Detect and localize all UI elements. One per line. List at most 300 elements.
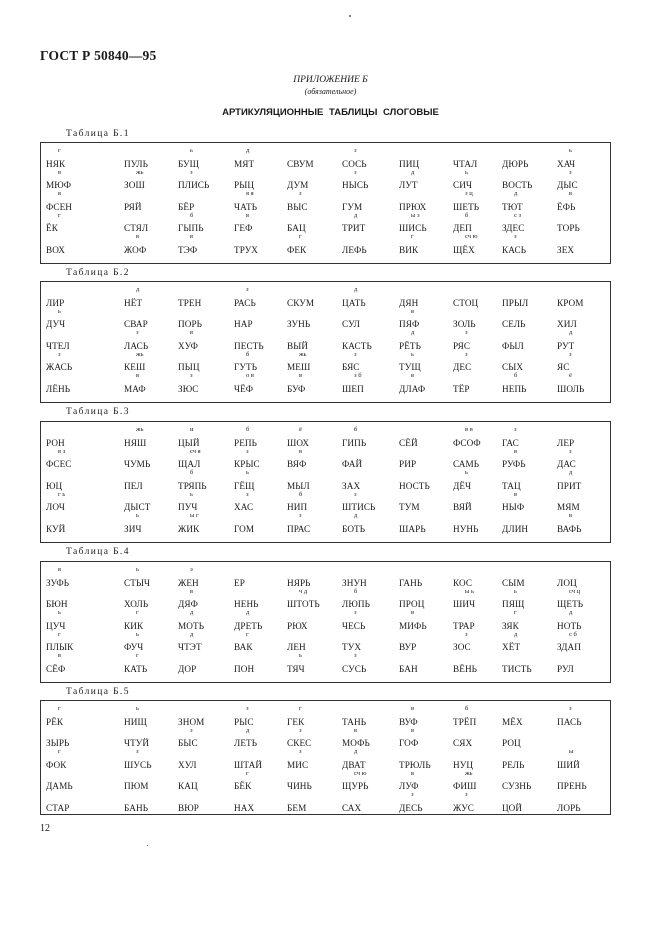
syllable-text: КРОМ (557, 297, 584, 308)
syllable-cell (557, 471, 617, 493)
syllable-text: МЫЛ (287, 480, 310, 491)
syllable-text: ПРАС (287, 523, 311, 534)
syllable-cell (178, 447, 238, 472)
syllable-text: МОТЬ (178, 620, 205, 631)
table-row (41, 149, 610, 171)
syllable-text: МИС (287, 759, 309, 770)
syllable-text: ЗЫРЬ (46, 738, 70, 749)
syllable-text: ХУЛ (178, 759, 197, 770)
syllable-text: ВЫС (287, 201, 308, 212)
syllable-text: ЗАХ (342, 480, 361, 491)
syllable-cell (287, 654, 347, 676)
syllable-text: ЧЁФ (234, 383, 254, 394)
pronunciation-mark: жь (299, 350, 307, 358)
syllable-cell (399, 428, 459, 450)
pronunciation-mark: з (569, 447, 572, 455)
syllable-cell (399, 450, 459, 472)
syllable-text: КУЙ (46, 523, 66, 534)
syllable-text: СТОЦ (453, 297, 479, 308)
syllable-text: НЕНЬ (234, 599, 259, 610)
syllable-text: ЛОЦ (557, 577, 577, 588)
syllable-cell (557, 493, 617, 515)
syllable-cell (557, 374, 617, 396)
syllable-cell (557, 310, 617, 332)
pronunciation-mark: з (299, 190, 302, 198)
syllable-cell (502, 654, 562, 676)
syllable-text: ПЯФ (399, 319, 420, 330)
syllable-cell (46, 211, 106, 236)
syllable-text: МАФ (124, 383, 146, 394)
syllable-cell (124, 514, 184, 536)
syllable-text: КЕШ (124, 362, 146, 373)
appendix-title: ПРИЛОЖЕНИЕ Б (293, 75, 368, 85)
syllable-cell (234, 331, 294, 353)
syllable-text: ГЁЩ (234, 480, 255, 491)
syllable-text: ФУЧ (124, 642, 144, 653)
syllable-cell (124, 630, 184, 655)
syllable-cell (399, 568, 459, 590)
syllable-text: ЖИК (178, 523, 200, 534)
pronunciation-mark: г (299, 705, 302, 712)
syllable-text: РАСЬ (234, 297, 256, 308)
syllable-text: ДЯН (399, 297, 419, 308)
pronunciation-mark: в (569, 190, 573, 198)
syllable-cell (178, 654, 238, 676)
syllable-cell (287, 514, 347, 536)
table-row (41, 793, 610, 815)
syllable-text: БУФ (287, 383, 306, 394)
syllable-text: БАНЬ (124, 802, 149, 813)
syllable-cell (234, 654, 294, 676)
pronunciation-mark: в (514, 490, 518, 498)
syllable-text: ВИК (399, 244, 419, 255)
syllable-cell (234, 211, 294, 236)
pronunciation-mark: г (58, 748, 61, 756)
syllable-cell (178, 707, 238, 729)
syllable-text: ЖУС (453, 802, 475, 813)
syllable-cell (234, 374, 294, 396)
pronunciation-mark: в з (58, 447, 66, 455)
syllable-cell (342, 490, 402, 515)
syllable-cell (287, 726, 347, 751)
pronunciation-mark: г (299, 233, 302, 241)
syllable-cell (287, 707, 347, 729)
syllable-text: ВЯЙ (453, 502, 472, 513)
syllable-text: КОС (453, 577, 473, 588)
syllable-cell (124, 450, 184, 472)
syllable-text: ЦУЧ (46, 620, 66, 631)
syllable-text: НУНЬ (453, 523, 479, 534)
pronunciation-mark: з (246, 705, 249, 712)
syllable-cell (342, 428, 402, 450)
syllable-cell (46, 149, 106, 171)
syllable-cell (557, 707, 617, 729)
pronunciation-mark: з (569, 350, 572, 358)
pronunciation-mark: б (190, 211, 194, 219)
syllable-cell (46, 590, 106, 612)
pronunciation-mark: ь (465, 469, 468, 477)
table-row (41, 750, 610, 772)
pronunciation-mark: з (136, 329, 139, 337)
syllable-text: ГЕФ (234, 223, 253, 234)
syllable-cell (234, 630, 294, 655)
syllable-text: НЯШ (124, 437, 147, 448)
syllable-cell (342, 350, 402, 375)
syllable-cell (46, 772, 106, 794)
pronunciation-mark: г (411, 233, 414, 241)
syllable-text: РОН (46, 437, 65, 448)
syllable-text: БУЩ (178, 158, 200, 169)
pronunciation-mark: в (411, 307, 415, 315)
syllable-cell (399, 793, 459, 815)
pronunciation-mark: д (190, 630, 194, 638)
pronunciation-mark: з б (354, 372, 362, 380)
syllable-cell (178, 428, 238, 450)
syllable-cell (178, 168, 238, 193)
table-row (41, 611, 610, 633)
syllable-cell (124, 750, 184, 772)
pronunciation-mark: ь (569, 147, 572, 154)
pronunciation-mark: з (136, 748, 139, 756)
syllable-text: СЫМ (502, 577, 525, 588)
syllable-cell (342, 611, 402, 633)
syllable-cell (342, 211, 402, 236)
pronunciation-mark: д (354, 512, 358, 520)
syllable-cell (234, 769, 294, 794)
syllable-cell (557, 729, 617, 751)
syllable-text: ЩАЛ (178, 459, 201, 470)
syllable-cell (124, 471, 184, 493)
syllable-text: ЗОЛЬ (453, 319, 476, 330)
syllable-cell (287, 428, 347, 450)
table-row (41, 707, 610, 729)
syllable-cell (502, 288, 562, 310)
pronunciation-mark: д (354, 286, 358, 293)
syllable-text: ЛОЧ (46, 502, 65, 513)
syllable-text: ДВАТ (342, 759, 366, 770)
syllable-cell (287, 149, 347, 171)
syllable-text: ВЫЙ (287, 340, 309, 351)
pronunciation-mark: ь (58, 609, 61, 617)
syllable-cell (399, 611, 459, 633)
syllable-cell (557, 350, 617, 375)
syllable-cell (178, 490, 238, 515)
syllable-cell (234, 611, 294, 633)
syllable-cell (287, 350, 347, 375)
syllable-cell (46, 630, 106, 655)
syllable-text: ШАРЬ (399, 523, 426, 534)
syllable-cell (399, 149, 459, 171)
pronunciation-mark: г (246, 769, 249, 777)
syllable-cell (124, 493, 184, 515)
syllable-text: ХАЧ (557, 158, 576, 169)
syllable-cell (557, 214, 617, 236)
table-row (41, 447, 610, 472)
syllable-table (40, 142, 611, 264)
syllable-text: ДЮРЬ (502, 158, 529, 169)
syllable-text: ЖЕН (178, 577, 199, 588)
syllable-text: БЫС (178, 738, 198, 749)
table-row (41, 168, 610, 193)
pronunciation-mark: в (514, 447, 518, 455)
syllable-text: СУЗНЬ (502, 781, 532, 792)
syllable-text: ВЮР (178, 802, 199, 813)
syllable-text: ШТАЙ (234, 759, 263, 770)
syllable-cell (502, 587, 562, 612)
pronunciation-mark: д (514, 630, 518, 638)
syllable-text: ЦЫЙ (178, 437, 200, 448)
syllable-text: СЯХ (453, 738, 473, 749)
syllable-text: РЯЙ (124, 201, 142, 212)
syllable-text: НЕПЬ (502, 383, 527, 394)
syllable-cell (287, 447, 347, 472)
syllable-text: НЯК (46, 158, 66, 169)
syllable-cell (287, 192, 347, 214)
pronunciation-mark: ь (299, 652, 302, 660)
table-caption: Таблица Б.3 (66, 407, 130, 417)
syllable-cell (178, 568, 238, 590)
syllable-cell (124, 793, 184, 815)
syllable-text: ДАС (557, 459, 576, 470)
syllable-text: ЩУРЬ (342, 781, 369, 792)
pronunciation-mark: з (354, 350, 357, 358)
syllable-cell (124, 568, 184, 590)
syllable-cell (234, 288, 294, 310)
pronunciation-mark: ь (136, 705, 139, 712)
pronunciation-mark: з (465, 630, 468, 638)
table-row (41, 350, 610, 375)
syllable-text: ГЕК (287, 716, 305, 727)
syllable-text: ДЁЧ (453, 480, 472, 491)
syllable-cell (124, 707, 184, 729)
syllable-text: ДОР (178, 663, 197, 674)
pronunciation-mark: с б (569, 630, 577, 638)
pronunciation-mark: о в (246, 372, 254, 380)
pronunciation-mark: д (569, 469, 573, 477)
syllable-text: РУФЬ (502, 459, 526, 470)
syllable-text: КАЦ (178, 781, 198, 792)
syllable-text: РУЛ (557, 663, 574, 674)
syllable-text: РЫС (234, 716, 254, 727)
pronunciation-mark: г (58, 630, 61, 638)
syllable-cell (287, 587, 347, 612)
syllable-cell (342, 726, 402, 751)
syllable-text: ГОМ (234, 523, 255, 534)
pronunciation-mark: з (465, 329, 468, 337)
pronunciation-mark: з (569, 705, 572, 712)
pronunciation-mark: ё (299, 426, 302, 433)
syllable-text: СЫХ (502, 362, 524, 373)
syllable-cell (178, 611, 238, 633)
pronunciation-mark: г (136, 609, 139, 617)
syllable-text: ТРЁП (453, 716, 477, 727)
syllable-cell (399, 192, 459, 214)
syllable-text: ШОЛЬ (557, 383, 585, 394)
syllable-cell (46, 235, 106, 257)
syllable-text: ДЛАФ (399, 383, 426, 394)
syllable-text: ДРЕТЬ (234, 620, 263, 631)
syllable-cell (46, 374, 106, 396)
syllable-text: ЛАСЬ (124, 340, 149, 351)
table-row (41, 288, 610, 310)
syllable-cell (557, 654, 617, 676)
pronunciation-mark: з (299, 748, 302, 756)
syllable-text: МИФЬ (399, 620, 427, 631)
syllable-text: РЕПЬ (234, 437, 258, 448)
syllable-text: БЕМ (287, 802, 307, 813)
pronunciation-mark: з (514, 233, 517, 241)
syllable-text: МЯМ (557, 502, 580, 513)
pronunciation-mark: ы г (190, 512, 199, 520)
syllable-text: ФОК (46, 759, 67, 770)
syllable-text: ТЭФ (178, 244, 198, 255)
syllable-text: ЧТУЙ (124, 738, 150, 749)
pronunciation-mark: жь (136, 350, 144, 358)
syllable-text: СЁФ (46, 663, 66, 674)
pronunciation-mark: г (58, 147, 61, 154)
pronunciation-mark: з (514, 426, 517, 433)
syllable-text: ЧТЭТ (178, 642, 202, 653)
syllable-cell (234, 793, 294, 815)
pronunciation-mark: ь (246, 469, 249, 477)
pronunciation-mark: б (465, 705, 469, 712)
syllable-cell (399, 707, 459, 729)
syllable-cell (342, 331, 402, 353)
syllable-cell (502, 192, 562, 214)
pronunciation-mark: жь (465, 769, 473, 777)
syllable-text: СВУМ (287, 158, 314, 169)
pronunciation-mark: в (411, 769, 415, 777)
syllable-text: КАСТЬ (342, 340, 372, 351)
syllable-cell (178, 192, 238, 214)
syllable-text: ПЮМ (124, 781, 149, 792)
syllable-cell (557, 568, 617, 590)
syllable-text: ГУМ (342, 201, 363, 212)
pronunciation-mark: д (246, 609, 250, 617)
syllable-text: КИК (124, 620, 144, 631)
syllable-cell (502, 310, 562, 332)
syllable-text: ПРОЦ (399, 599, 425, 610)
syllable-text: МЁХ (502, 716, 523, 727)
syllable-cell (399, 750, 459, 772)
syllable-cell (46, 307, 106, 332)
syllable-cell (124, 214, 184, 236)
syllable-cell (342, 750, 402, 772)
pronunciation-mark: з (465, 350, 468, 358)
syllable-cell (557, 630, 617, 655)
syllable-text: ХЁТ (502, 642, 521, 653)
syllable-text: НАР (234, 319, 253, 330)
scan-speck (147, 845, 148, 846)
syllable-text: ЗНУН (342, 577, 367, 588)
syllable-cell (342, 450, 402, 472)
table-row (41, 514, 610, 536)
syllable-cell (178, 211, 238, 236)
syllable-cell (234, 568, 294, 590)
syllable-text: ВАФЬ (557, 523, 582, 534)
syllable-cell (178, 793, 238, 815)
syllable-cell (124, 168, 184, 193)
syllable-text: ДЕС (453, 362, 472, 373)
syllable-text: ДЛИН (502, 523, 529, 534)
syllable-cell (46, 447, 106, 472)
table-row (41, 726, 610, 751)
syllable-cell (399, 514, 459, 536)
pronunciation-mark: ь (411, 350, 414, 358)
syllable-cell (234, 149, 294, 171)
syllable-cell (178, 149, 238, 171)
syllable-cell (342, 568, 402, 590)
syllable-text: СВАР (124, 319, 148, 330)
syllable-cell (342, 633, 402, 655)
syllable-cell (46, 611, 106, 633)
pronunciation-mark: сч ю (465, 233, 478, 241)
pronunciation-mark: д (569, 609, 573, 617)
syllable-cell (46, 654, 106, 676)
syllable-text: ГУТЬ (234, 362, 258, 373)
syllable-cell (287, 611, 347, 633)
syllable-text: СЁЙ (399, 437, 418, 448)
table-row (41, 307, 610, 332)
pronunciation-mark: з (354, 609, 357, 617)
syllable-text: САМЬ (453, 459, 480, 470)
syllable-text: ПЯЩ (502, 599, 525, 610)
pronunciation-mark: з (299, 726, 302, 734)
pronunciation-mark: б (190, 469, 194, 477)
syllable-cell (234, 590, 294, 612)
table-caption: Таблица Б.5 (66, 687, 130, 697)
syllable-cell (124, 235, 184, 257)
syllable-cell (342, 514, 402, 536)
syllable-text: ГОФ (399, 738, 419, 749)
syllable-text: СИЧ (453, 180, 473, 191)
pronunciation-mark: з (190, 372, 193, 380)
syllable-text: РЁК (46, 716, 64, 727)
syllable-text: САХ (342, 802, 362, 813)
syllable-cell (557, 288, 617, 310)
pronunciation-mark: з (354, 147, 357, 154)
table-row (41, 654, 610, 676)
pronunciation-mark: в (411, 705, 415, 712)
pronunciation-mark: ь (136, 512, 139, 520)
syllable-text: БАН (399, 663, 418, 674)
syllable-cell (46, 514, 106, 536)
syllable-cell (342, 374, 402, 396)
syllable-cell (178, 750, 238, 772)
syllable-cell (502, 447, 562, 472)
pronunciation-mark: в (136, 233, 140, 241)
pronunciation-mark: сч ю (354, 769, 367, 777)
pronunciation-mark: б (354, 587, 358, 595)
syllable-text: РУТ (557, 340, 575, 351)
syllable-cell (502, 374, 562, 396)
syllable-cell (287, 214, 347, 236)
pronunciation-mark: з (354, 490, 357, 498)
syllable-cell (124, 192, 184, 214)
syllable-text: ЛИР (46, 297, 65, 308)
table-caption: Таблица Б.4 (66, 547, 130, 557)
syllable-text: ГИПЬ (342, 437, 367, 448)
pronunciation-mark: б (299, 490, 303, 498)
syllable-text: ПЕСТЬ (234, 340, 264, 351)
syllable-cell (124, 590, 184, 612)
syllable-text: ЛЕН (287, 642, 306, 653)
syllable-text: ЛОРЬ (557, 802, 581, 813)
syllable-cell (287, 471, 347, 493)
syllable-text: ФСЕН (46, 201, 73, 212)
document-code: ГОСТ Р 50840—95 (40, 48, 157, 63)
syllable-text: ТОРЬ (557, 223, 580, 234)
